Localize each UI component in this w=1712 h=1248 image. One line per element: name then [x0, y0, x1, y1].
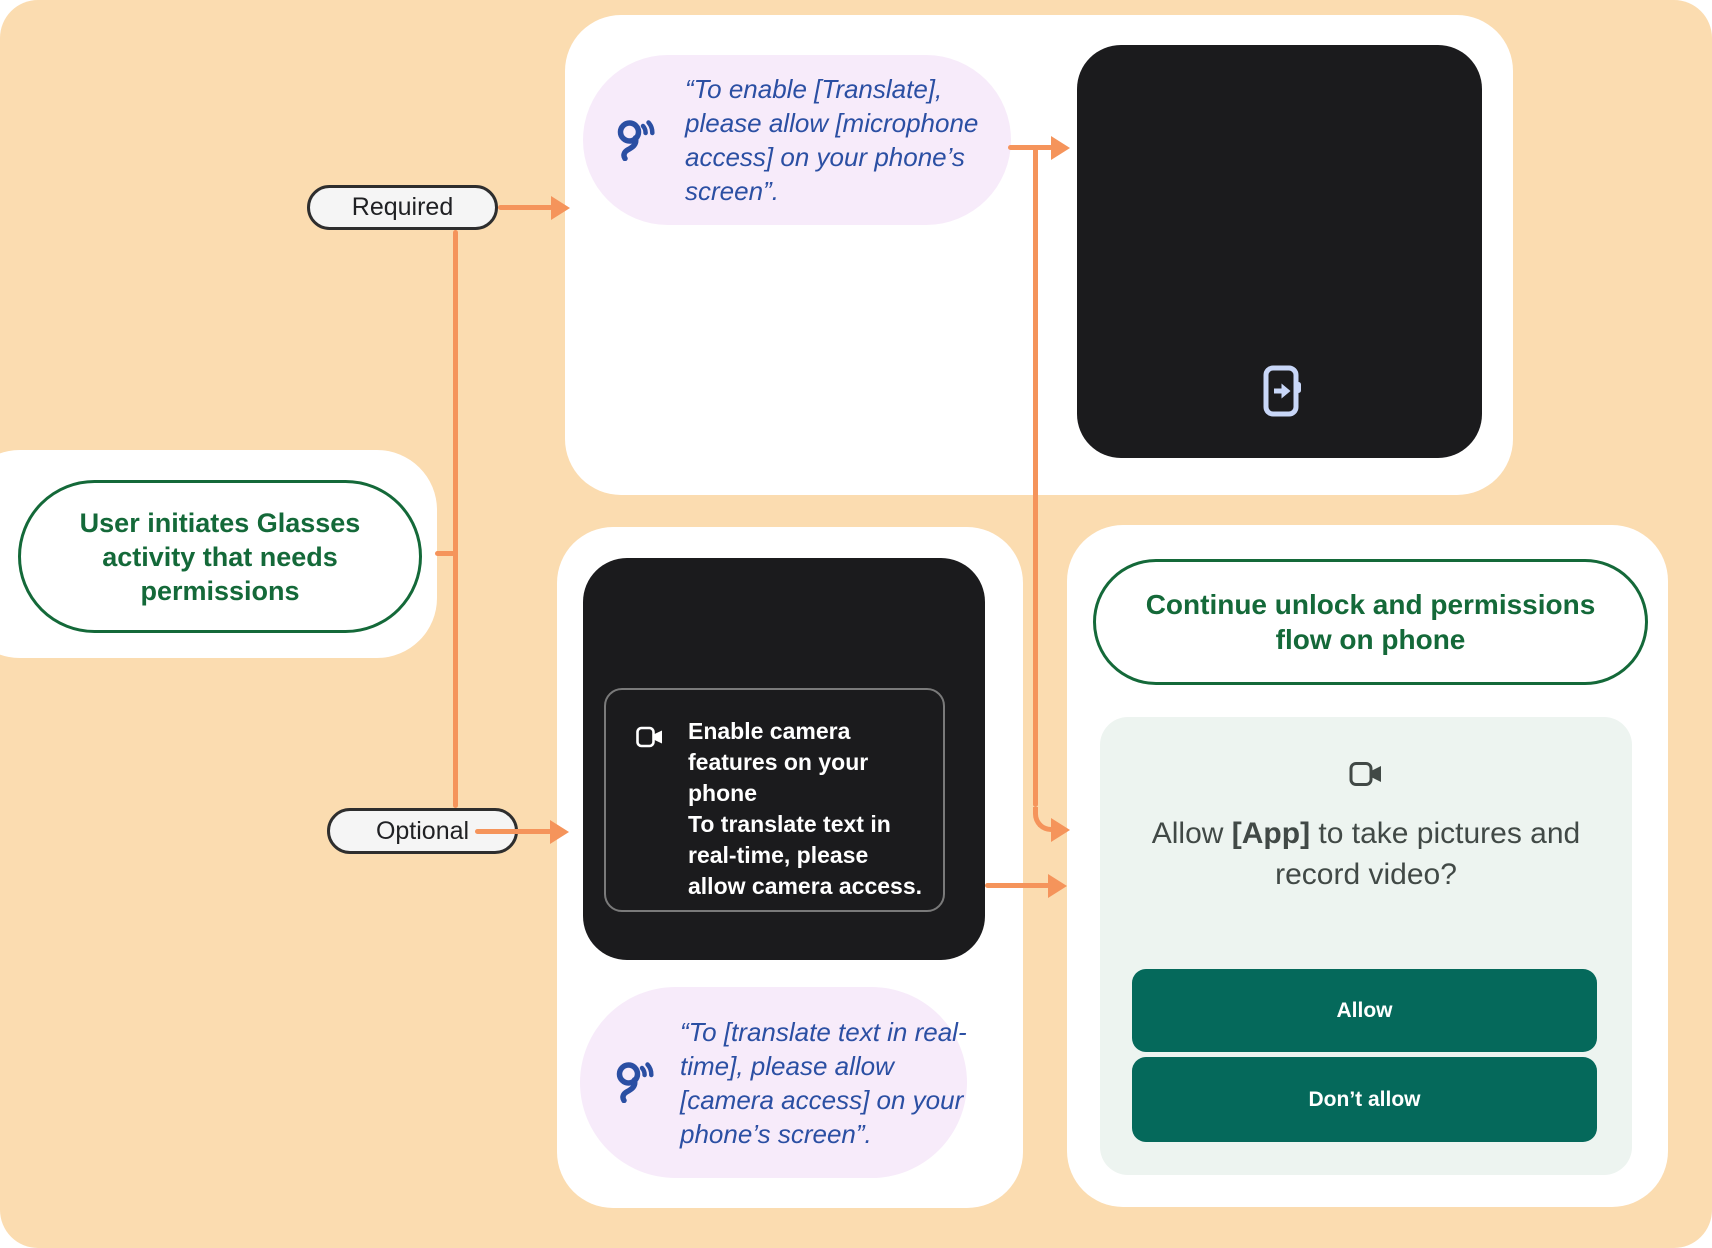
videocam-icon — [636, 726, 664, 910]
connector-voice-to-phone — [1033, 145, 1038, 807]
arrowhead-voice-to-phone — [1051, 818, 1070, 842]
voice-prompt-text: “To [translate text in real-time], please allow [camera access] on your phone’s screen”. — [680, 1016, 967, 1149]
glasses-message-title: Enable camera features on your phone — [688, 718, 869, 806]
phone-flow-card — [1067, 525, 1668, 1207]
phone-permission-dialog — [1100, 717, 1632, 1175]
open-on-phone-icon — [1263, 365, 1301, 422]
connector-required-arrow — [498, 205, 553, 210]
hearing-icon — [609, 115, 655, 166]
required-flow-card — [565, 15, 1513, 495]
start-node-pill — [18, 480, 422, 633]
glasses-message-box — [604, 688, 945, 912]
phone-flow-title: Continue unlock and permissions flow on phone — [1145, 589, 1596, 655]
app-placeholder: [App] — [1231, 817, 1311, 850]
glasses-message-body: To translate text in real-time, please allow camera access. — [688, 811, 922, 899]
optional-flow-card — [557, 527, 1023, 1208]
voice-prompt-bubble-microphone — [583, 55, 1011, 225]
connector-optional-arrow — [475, 829, 552, 834]
permission-question — [1136, 813, 1596, 895]
glasses-screen-unlock — [1077, 45, 1482, 458]
phone-flow-title-pill — [1093, 559, 1648, 685]
connector-start-to-branch — [435, 551, 455, 556]
permission-question-suffix: to take pictures and record video? — [1275, 817, 1581, 891]
required-label: Required — [351, 193, 454, 221]
permission-question-prefix: Allow — [1151, 817, 1232, 850]
arrowhead-optional — [550, 820, 569, 844]
allow-button[interactable]: Allow — [1132, 969, 1597, 1052]
hearing-icon — [608, 1057, 654, 1108]
arrowhead-required — [551, 196, 570, 220]
connector-voice-to-glasses — [1008, 145, 1053, 150]
start-node-card — [0, 450, 437, 658]
arrowhead-voice-to-glasses — [1051, 136, 1070, 160]
dont-allow-button[interactable]: Don’t allow — [1132, 1057, 1597, 1142]
connector-glasses-to-phone — [985, 883, 1050, 888]
voice-prompt-bubble-camera — [580, 987, 967, 1178]
voice-prompt-text: “To enable [Translate], please allow [microphone access] on your phone’s screen”. — [685, 74, 979, 206]
arrowhead-glasses-to-phone — [1048, 874, 1067, 898]
start-node-label: User initiates Glasses activity that needs permissions — [79, 507, 361, 606]
glasses-screen-camera — [583, 558, 985, 960]
required-label-pill — [307, 185, 498, 230]
connector-voice-to-phone-elbow — [1033, 807, 1053, 832]
connector-branch-line — [453, 230, 458, 808]
optional-label: Optional — [375, 816, 470, 845]
videocam-icon — [1349, 761, 1383, 792]
